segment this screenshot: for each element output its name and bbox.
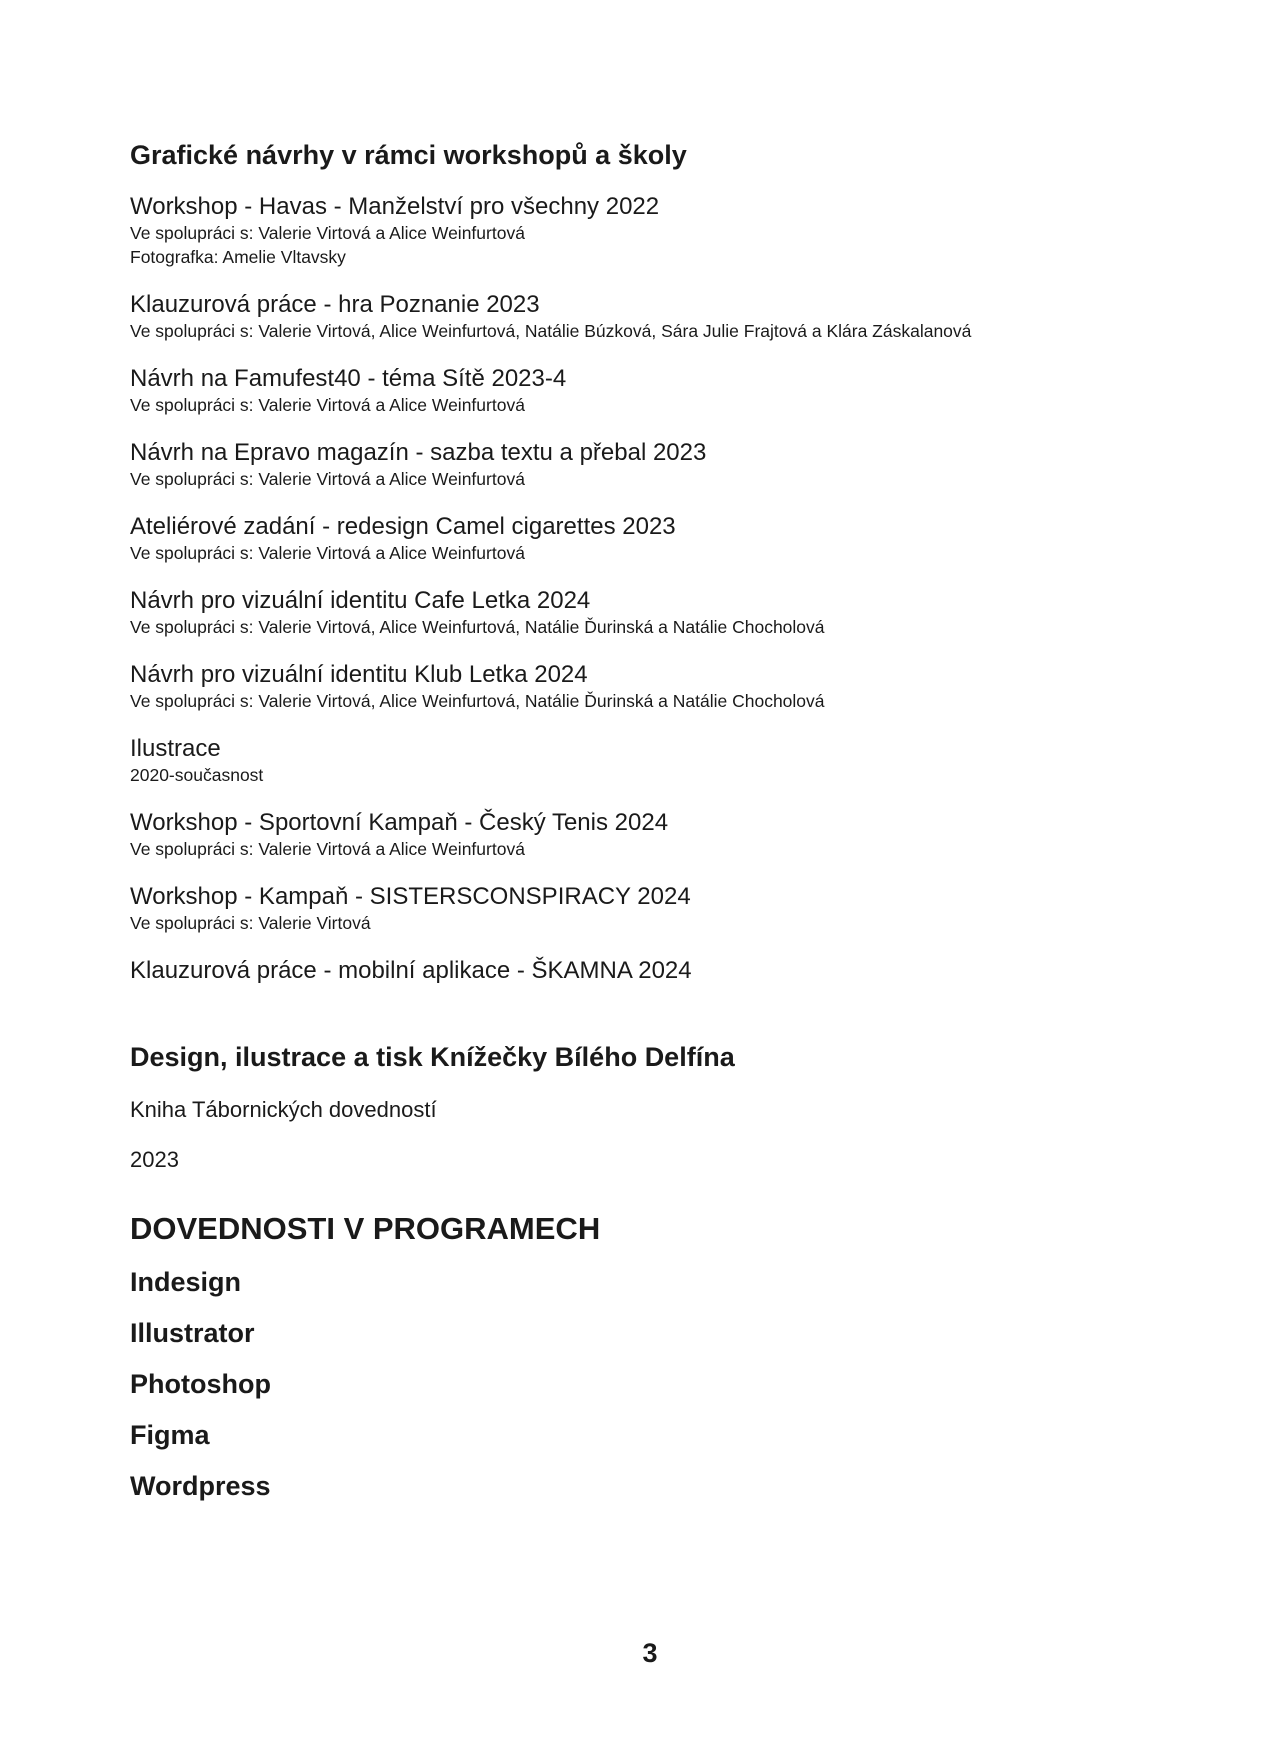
entry-title: Workshop - Havas - Manželství pro všechny 2022: [130, 193, 660, 220]
section-title: Design, ilustrace a tisk Knížečky Bílého Delfína: [130, 1042, 735, 1072]
entry-title: Návrh pro vizuální identitu Cafe Letka 2024: [130, 587, 591, 614]
page-number: 3: [642, 1638, 658, 1668]
entry-collaborators: Ve spolupráci s: Valerie Virtová, Alice Weinfurtová, Natálie Búzková, Sára Julie Frajtová a Klára Záskalanová: [130, 321, 972, 341]
entry: [130, 808, 1230, 861]
entry-title: Návrh na Epravo magazín - sazba textu a přebal 2023: [130, 439, 707, 466]
document-page: [130, 138, 1230, 1503]
entry-collaborators: Ve spolupráci s: Valerie Virtová: [130, 913, 371, 933]
entry-collaborators: Ve spolupráci s: Valerie Virtová a Alice Weinfurtová: [130, 839, 525, 859]
skills-title: DOVEDNOSTI V PROGRAMECH: [130, 1211, 601, 1246]
entry: [130, 290, 1230, 343]
skill-item: Figma: [130, 1420, 210, 1450]
entry: [130, 438, 1230, 491]
entry: [130, 364, 1230, 417]
entry-collaborators: Ve spolupráci s: Valerie Virtová a Alice Weinfurtová: [130, 223, 525, 243]
entry: [130, 192, 1230, 269]
entry-title: Klauzurová práce - mobilní aplikace - ŠKAMNA 2024: [130, 957, 692, 984]
entry-collaborators: Ve spolupráci s: Valerie Virtová, Alice Weinfurtová, Natálie Ďurinská a Natálie Chocholová: [130, 691, 825, 711]
entry-collaborators: Ve spolupráci s: Valerie Virtová a Alice Weinfurtová: [130, 543, 525, 563]
skill-item: Photoshop: [130, 1369, 271, 1399]
entry-collaborators: Ve spolupráci s: Valerie Virtová a Alice Weinfurtová: [130, 469, 525, 489]
entry: [130, 734, 1230, 787]
entry: [130, 586, 1230, 639]
entry: [130, 882, 1230, 935]
book-section: [130, 1040, 1230, 1174]
entry-title: Workshop - Kampaň - SISTERSCONSPIRACY 2024: [130, 883, 691, 910]
entry: [130, 512, 1230, 565]
skills-section: [130, 1210, 1230, 1503]
entry-collaborators: Ve spolupráci s: Valerie Virtová a Alice Weinfurtová: [130, 395, 525, 415]
entry-title: Klauzurová práce - hra Poznanie 2023: [130, 291, 540, 318]
entry-title: Workshop - Sportovní Kampaň - Český Tenis 2024: [130, 809, 669, 836]
entry: [130, 956, 1230, 985]
book-subtitle: Kniha Tábornických dovedností: [130, 1097, 437, 1122]
entry-title: Návrh pro vizuální identitu Klub Letka 2024: [130, 661, 588, 688]
entry-period: 2020-současnost: [130, 765, 264, 785]
skill-item: Wordpress: [130, 1471, 271, 1501]
entry-photographer: Fotografka: Amelie Vltavsky: [130, 247, 346, 267]
workshops-section: [130, 138, 1230, 985]
entry-title: Návrh na Famufest40 - téma Sítě 2023-4: [130, 365, 567, 392]
entry: [130, 660, 1230, 713]
skill-item: Indesign: [130, 1267, 242, 1297]
entry-title: Ilustrace: [130, 735, 221, 762]
entry-title: Ateliérové zadání - redesign Camel cigarettes 2023: [130, 513, 676, 540]
book-year: 2023: [130, 1147, 179, 1172]
entry-collaborators: Ve spolupráci s: Valerie Virtová, Alice Weinfurtová, Natálie Ďurinská a Natálie Chocholová: [130, 617, 825, 637]
skill-item: Illustrator: [130, 1318, 255, 1348]
section-title: Grafické návrhy v rámci workshopů a školy: [130, 140, 687, 170]
